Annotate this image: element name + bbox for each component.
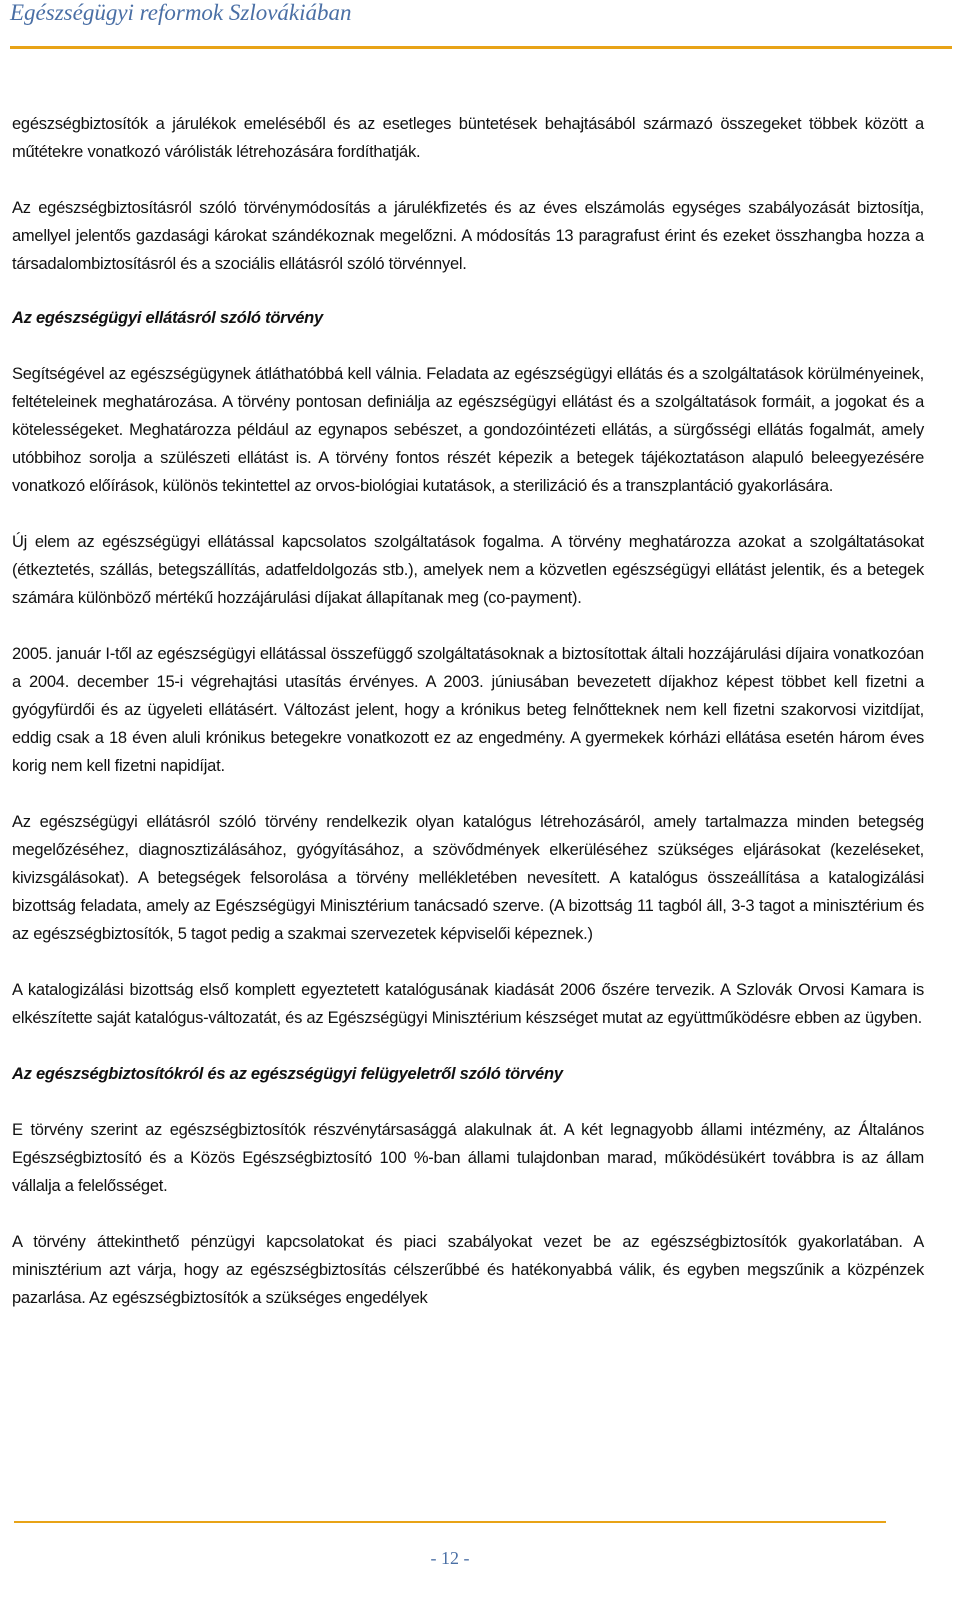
paragraph: Az egészségbiztosításról szóló törvénymódosítás a járulékfizetés és az éves elszámolás egységes szabályozását biztosítja, amellyel jelentős gazdasági károkat szándékoznak megelőzni. A módosítás 13 paragrafust érint és ezeket összhangba hozza a társadalombiztosításról és a szociális ellátásról szóló törvénnyel. [12,199,924,273]
section-heading: Az egészségügyi ellátásról szóló törvény [12,309,323,327]
paragraph: Az egészségügyi ellátásról szóló törvény rendelkezik olyan katalógus létrehozásáról, amely tartalmazza minden betegség megelőzéséhez, diagnosztizálásához, gyógyításához, a szövődmények elkerüléséhez szükséges eljárásokat (kezeléseket, kivizsgálásokat). A betegségek felsorolása a törvény mellékletében nevesített. A katalógus összeállítása a katalogizálási bizottság feladata, amely az Egészségügyi Minisztérium tanácsadó szerve. (A bizottság 11 tagból áll, 3-3 tagot a minisztérium és az egészségbiztosítók, 5 tagot pedig a szakmai szervezetek képviselői képeznek.) [12,813,924,943]
paragraph: Új elem az egészségügyi ellátással kapcsolatos szolgáltatások fogalma. A törvény meghatározza azokat a szolgáltatásokat (étkeztetés, szállás, betegszállítás, adatfeldolgozás stb.), amelyek nem a közvetlen egészségügyi ellátást jelentik, és a betegek számára különböző mértékű hozzájárulási díjakat állapítanak meg (co-payment). [12,533,924,607]
section-heading: Az egészségbiztosítókról és az egészségügyi felügyeletről szóló törvény [12,1065,563,1083]
paragraph: Segítségével az egészségügynek átláthatóbbá kell válnia. Feladata az egészségügyi ellátás és a szolgáltatások körülményeinek, feltételeinek meghatározása. A törvény pontosan definiálja az egészségügyi ellátást és a szolgáltatások formáit, a jogokat és a kötelességeket. Meghatározza például az egynapos sebészet, a gondozóintézeti ellátás, a sürgősségi ellátás fogalmát, amely utóbbihoz sorolja a szülészeti ellátást is. A törvény fontos részét képezik a betegek tájékoztatáson alapuló beleegyezésére vonatkozó előírások, különös tekintettel az orvos-biológiai kutatások, a sterilizáció és a transzplantáció gyakorlására. [12,365,924,495]
paragraph: E törvény szerint az egészségbiztosítók részvénytársasággá alakulnak át. A két legnagyobb állami intézmény, az Általános Egészségbiztosító és a Közös Egészségbiztosító 100 %-ban állami tulajdonban marad, működésükért továbbra is az állam vállalja a felelősséget. [12,1121,924,1195]
paragraph: A törvény áttekinthető pénzügyi kapcsolatokat és piaci szabályokat vezet be az egészségbiztosítók gyakorlatában. A minisztérium azt várja, hogy az egészségbiztosítás célszerűbbé és hatékonyabbá válik, és egyben megszűnik a közpénzek pazarlása. Az egészségbiztosítók a szükséges engedélyek [12,1233,924,1307]
running-header-title: Egészségügyi reformok Szlovákiában [10,0,352,25]
paragraph: A katalogizálási bizottság első komplett egyeztetett katalógusának kiadását 2006 őszére tervezik. A Szlovák Orvosi Kamara is elkészítette saját katalógus-változatát, és az Egészségügyi Minisztérium készséget mutat az együttműködésre ebben az ügyben. [12,981,924,1027]
document-body [12,110,924,1340]
page-number: - 12 - [430,1548,470,1568]
header-rule [10,46,952,49]
paragraph: egészségbiztosítók a járulékok emeléséből és az esetleges büntetések behajtásából származó összegeket többek között a műtétekre vonatkozó várólisták létrehozására fordíthatják. [12,115,924,161]
footer-rule [14,1521,886,1523]
paragraph: 2005. január I-től az egészségügyi ellátással összefüggő szolgáltatásoknak a biztosítottak általi hozzájárulási díjaira vonatkozóan a 2004. december 15-i végrehajtási utasítás érvényes. A 2003. júniusában bevezetett díjakhoz képest többet kell fizetni a gyógyfürdői és az ügyeleti ellátásért. Változást jelent, hogy a krónikus beteg felnőtteknek nem kell fizetni szakorvosi vizitdíjat, eddig csak a 18 éven aluli krónikus betegekre vonatkozott ez az engedmény. A gyermekek kórházi ellátása esetén három éves korig nem kell fizetni napidíjat. [12,645,924,775]
